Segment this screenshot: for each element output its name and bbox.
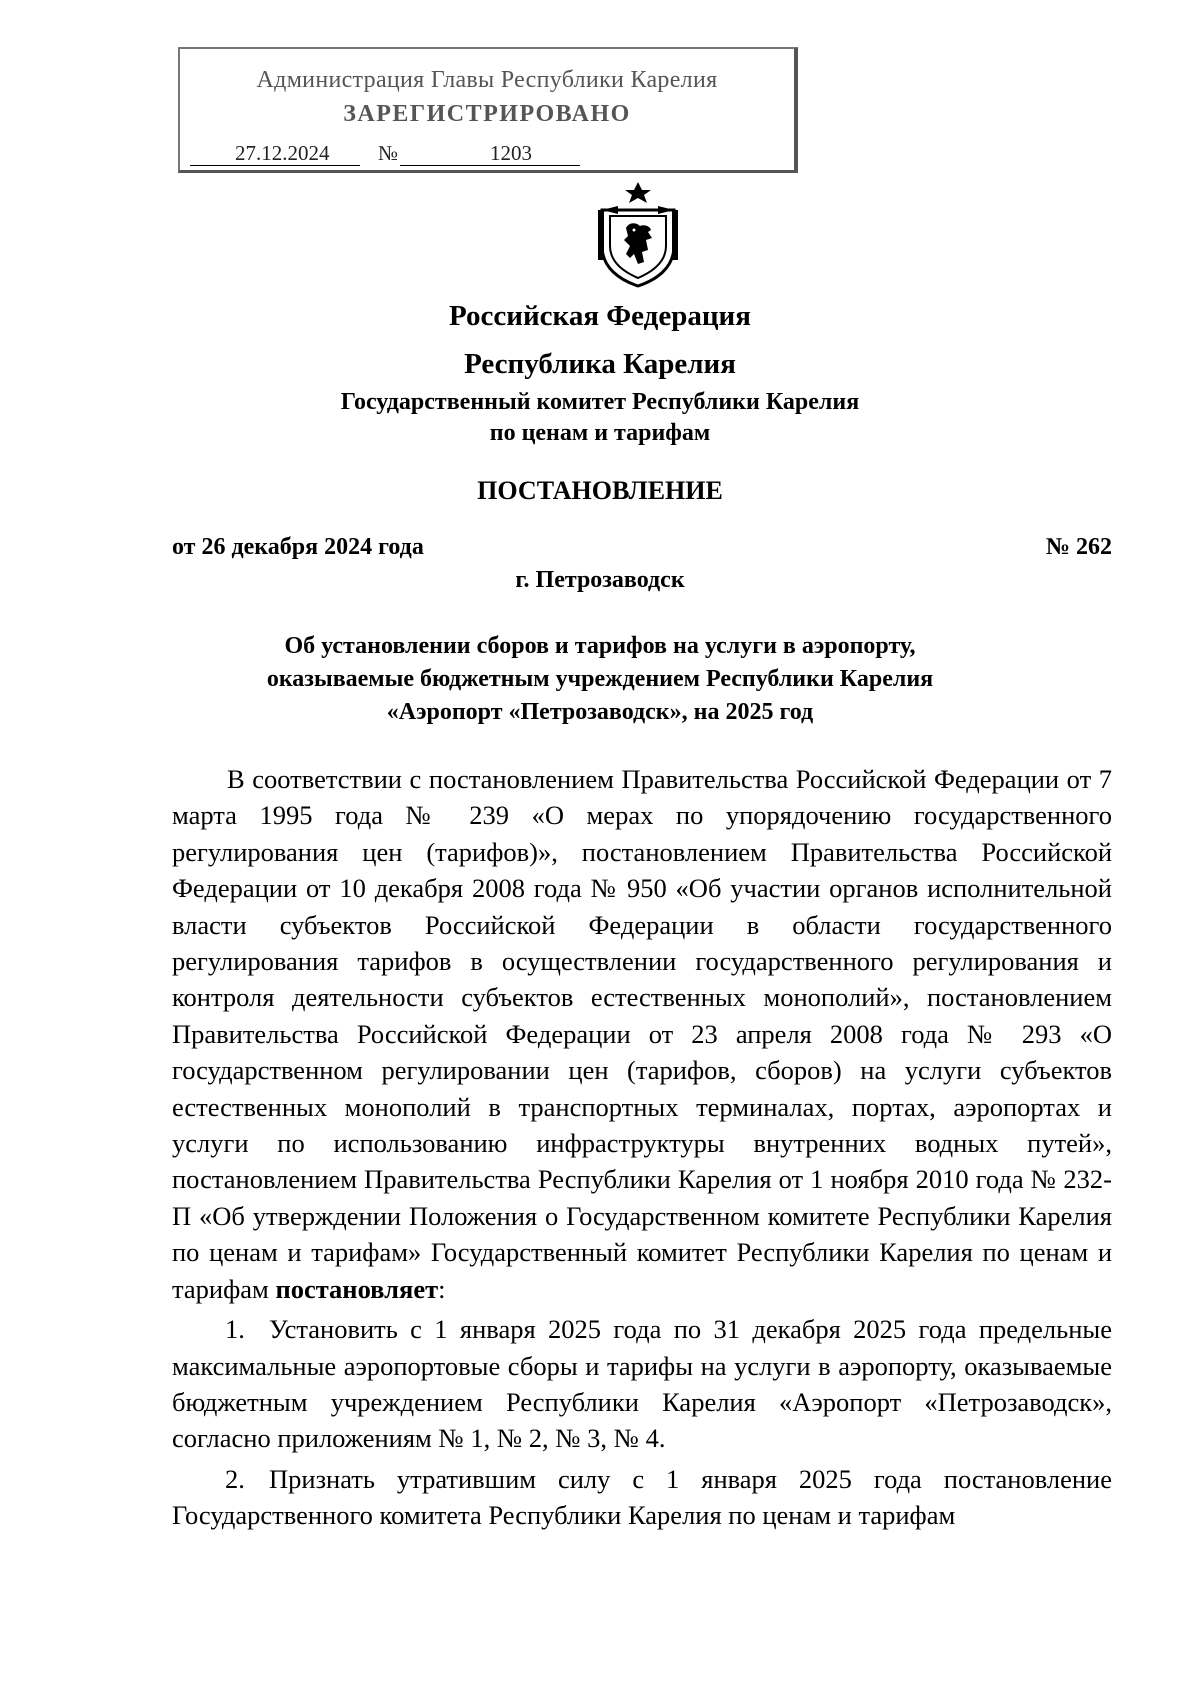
document-type: ПОСТАНОВЛЕНИЕ [477,476,723,505]
preamble-paragraph [172,761,1112,1307]
title-line3: «Аэропорт «Петрозаводск», на 2025 год [386,699,814,725]
header-committee-line1: Государственный комитет Республики Карелия [340,389,860,415]
resolves-colon: : [438,1273,446,1304]
preamble-text: В соответствии с постановлением Правительства Российской Федерации от 7 марта 1995 года № 239 «О мерах по упорядочению государственного регулирования цен (тарифов)», постановлением Правительства Российской Федерации от 10 декабря 2008 года № 950 «Об участии органов исполнительной власти субъектов Российской Федерации в области государственного регулирования тарифов в осуществлении государственного регулирования и контроля деятельности субъектов естественных монополий», постановлением Правительства Российской Федерации от 23 апреля 2008 года № 293 «О государственном регулировании цен (тарифов, сборов) на услуги субъектов естественных монополий в транспортных терминалах, портах, аэропортах и услуги по использованию инфраструктуры внутренних водных путей», постановлением Правительства Республики Карелия от 1 ноября 2010 года № 232-П «Об утверждении Положения о Государственном комитете Республики Карелия по ценам и тарифам» Государственный комитет Республики Карелия по ценам и тарифам [172,764,1112,1304]
item-number: 2. [225,1463,245,1494]
stamp-administration-label: Администрация Главы Республики Карелия [256,67,718,93]
list-item [172,1311,1112,1457]
document-date: от 26 декабря 2024 года [172,534,424,560]
document-body [172,761,1112,1534]
document-number: № 262 [1045,534,1112,560]
header-federation: Российская Федерация [449,300,751,332]
list-item [172,1461,1112,1534]
title-line1: Об установлении сборов и тарифов на услуги в аэропорту, [284,633,916,659]
resolves-word: постановляет [275,1273,439,1304]
registration-stamp [178,47,798,173]
item-text: Признать утратившим силу с 1 января 2025 года постановление Государственного комитета Республики Карелия по ценам и тарифам [172,1463,1112,1531]
title-line2: оказываемые бюджетным учреждением Республики Карелия [266,666,934,692]
header-republic: Республика Карелия [464,348,736,380]
item-number: 1. [225,1314,245,1345]
stamp-registration-row [190,141,770,169]
document-city: г. Петрозаводск [515,567,685,593]
header-committee-line2: по ценам и тарифам [489,420,711,446]
karelia-coat-of-arms-icon [596,180,680,288]
stamp-number: 1203 [490,141,532,165]
stamp-date: 27.12.2024 [235,141,330,165]
stamp-registered-label: ЗАРЕГИСТРИРОВАНО [343,101,631,127]
item-text: Установить с 1 января 2025 года по 31 декабря 2025 года предельные максимальные аэропортовые сборы и тарифы на услуги в аэропорту, оказываемые бюджетным учреждением Республики Карелия «Аэропорт «Петрозаводск», согласно приложениям № 1, № 2, № 3, № 4. [172,1314,1112,1454]
stamp-number-sign: № [378,141,399,165]
document-title [220,630,980,729]
